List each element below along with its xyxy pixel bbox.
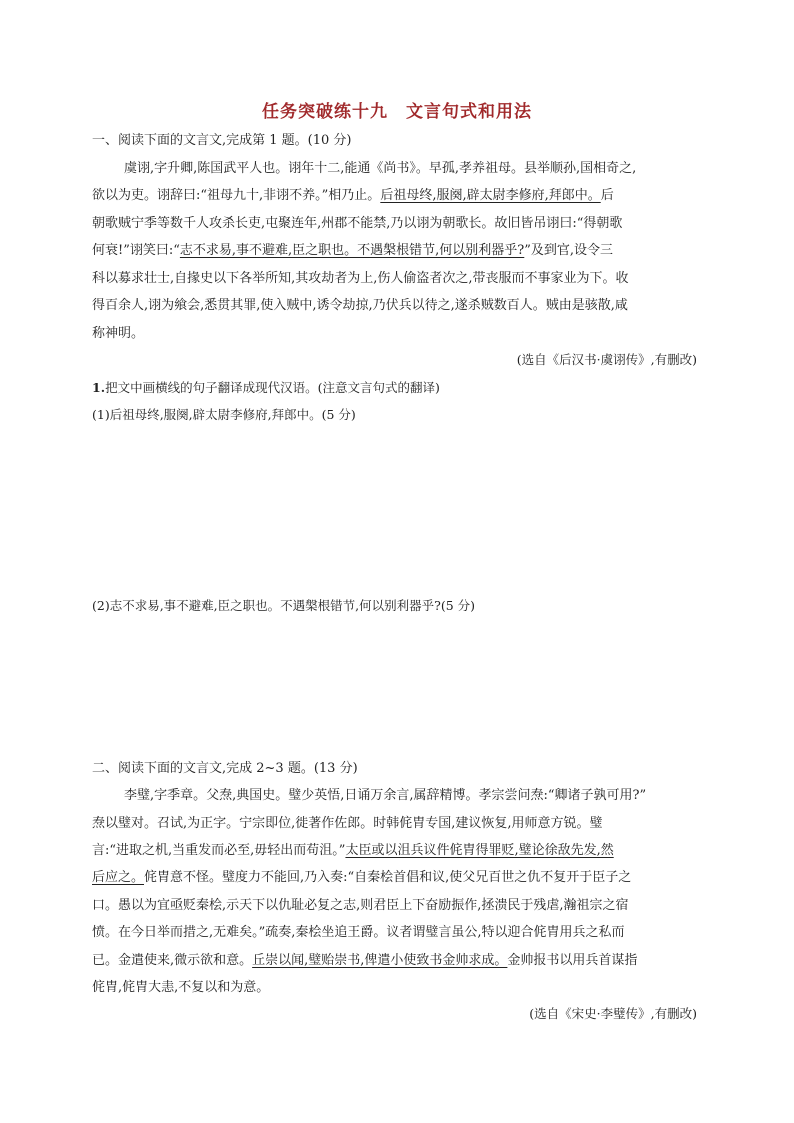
answer-area-2[interactable] [92,620,702,750]
passage2-text: 金帅报书以用兵首谋指 [507,953,638,968]
question-1-stem [92,378,440,398]
question-1-sub-1: (1)后祖母终,服阕,辟太尉李修府,拜郎中。(5 分) [92,407,356,422]
underlined-sentence-4: 丘崇以闻,璧贻崇书,俾遣小使致书金帅求成。 [252,953,508,968]
passage1-line: 称神明。 [92,326,145,341]
answer-area-1[interactable] [92,430,702,590]
passage1-line: 科以募求壮士,自掾史以下各举所知,其攻劫者为上,伤人偷盗者次之,带丧服而不事家业为下。收 [92,271,629,286]
question-text: 把文中画横线的句子翻译成现代汉语。(注意文言句式的翻译) [105,380,440,395]
passage1-text: 何衰!”诩笑曰:“ [92,243,180,258]
passage1-line: 朝歌贼宁季等数千人攻杀长吏,屯聚连年,州郡不能禁,乃以诩为朝歌长。故旧皆吊诩曰:“得朝歌 [92,216,623,231]
passage2-line: 李璧,字季章。父焘,典国史。璧少英悟,日诵万余言,属辞精博。孝宗尝问焘:“卿诸子孰可用?” [124,788,647,803]
section1-heading: 一、阅读下面的文言文,完成第 1 题。(10 分) [92,133,352,148]
section2-heading: 二、阅读下面的文言文,完成 2~3 题。(13 分) [92,761,358,776]
passage2-line: 愤。在今日举而措之,无难矣。”疏奏,秦桧坐追王爵。议者谓璧言虽公,特以迎合侂胄用兵之私而 [92,925,625,940]
passage2-text: 言:“进取之机,当重发而必至,毋轻出而苟沮。” [92,843,346,858]
source-citation-1: (选自《后汉书·虞诩传》,有删改) [516,352,697,367]
passage2-line [92,951,637,971]
underlined-sentence-3-cont: 后应之。 [92,870,145,885]
passage2-line: 侂胄,侂胄大恚,不复以和为意。 [92,980,270,995]
passage2-text: 已。金遣使来,微示欲和意。 [92,953,253,968]
passage2-line [92,841,614,861]
underlined-sentence-2: 志不求易,事不避难,臣之职也。不遇槃根错节,何以别利器乎? [179,243,525,258]
passage2-line: 焘以璧对。召试,为正字。宁宗即位,徙著作佐郎。时韩侂胄专国,建议恢复,用师意方锐。璧 [92,816,603,831]
passage1-text: 后 [600,188,614,203]
underlined-sentence-3: 太臣或以沮兵议件侂胄得罪贬,璧论徐敌先发,然 [345,843,614,858]
passage2-line: 口。愚以为宜亟贬秦桧,示天下以仇耻必复之志,则君臣上下奋励振作,拯溃民于残虐,瀚祖宗之宿 [92,898,629,913]
page-title: 任务突破练十九 文言句式和用法 [262,102,532,122]
passage1-line [92,241,613,261]
passage1-text: 欲以为吏。诩辞曰:“祖母九十,非诩不养。”相乃止。 [92,188,381,203]
passage1-line: 虞诩,字升卿,陈国武平人也。诩年十二,能通《尚书》。早孤,孝养祖母。县举顺孙,国相奇之, [124,161,637,176]
passage2-line [92,868,631,888]
question-number: 1. [92,380,106,395]
passage1-line: 得百余人,诩为飨会,悉贯其罪,使入贼中,诱令劫掠,乃伏兵以待之,遂杀贼数百人。贼由是骇散,咸 [92,298,628,313]
underlined-sentence-1: 后祖母终,服阕,辟太尉李修府,拜郎中。 [380,188,601,203]
passage1-text: ”及到官,设令三 [524,243,614,258]
passage1-line [92,186,614,206]
passage2-text: 侂胄意不怪。璧度力不能回,乃入奏:“自秦桧首倡和议,使父兄百世之仇不复开于臣子之 [144,870,632,885]
source-citation-2: (选自《宋史·李璧传》,有删改) [529,1006,697,1021]
question-1-sub-2: (2)志不求易,事不避难,臣之职也。不遇槃根错节,何以别利器乎?(5 分) [92,598,476,613]
